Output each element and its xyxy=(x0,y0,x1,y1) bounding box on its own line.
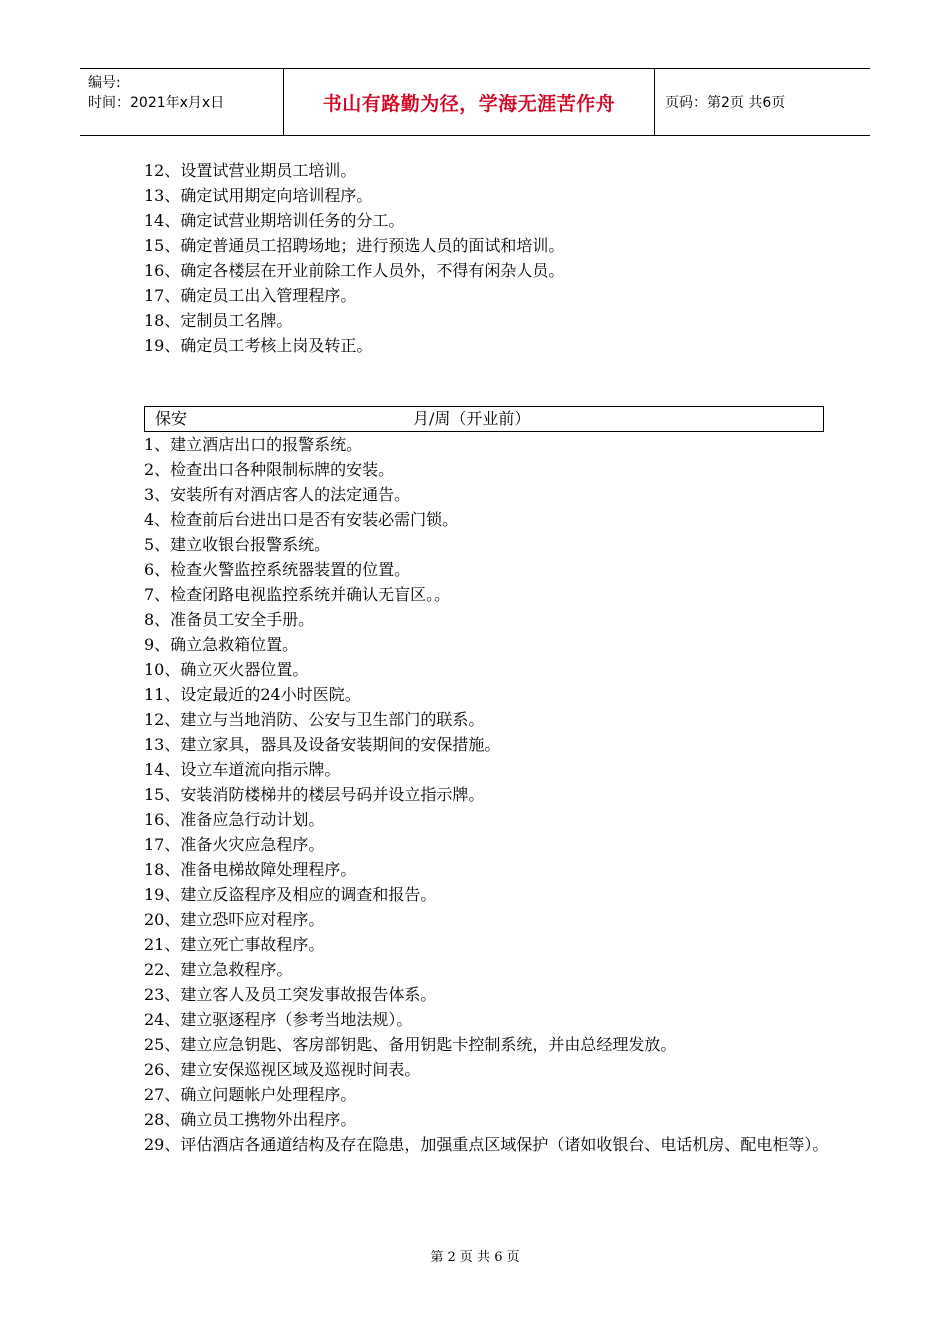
list-item: 20、建立恐吓应对程序。 xyxy=(144,910,325,929)
section-name: 保安 xyxy=(155,409,188,428)
document-time-label: 时间：2021年x月x日 xyxy=(88,95,225,111)
list-item: 13、确定试用期定向培训程序。 xyxy=(144,186,373,205)
header-left-cell xyxy=(80,69,283,135)
list-item: 28、确立员工携物外出程序。 xyxy=(144,1110,357,1129)
security-task-list xyxy=(144,432,834,1157)
list-item: 13、建立家具，器具及设备安装期间的安保措施。 xyxy=(144,735,501,754)
page-header xyxy=(80,68,870,136)
list-item: 10、确立灭火器位置。 xyxy=(144,660,309,679)
list-item: 5、建立收银台报警系统。 xyxy=(144,535,331,554)
list-item: 2、检查出口各种限制标牌的安装。 xyxy=(144,460,395,479)
list-item: 12、设置试营业期员工培训。 xyxy=(144,161,357,180)
list-item: 16、准备应急行动计划。 xyxy=(144,810,325,829)
security-section-header xyxy=(144,406,824,432)
list-item: 15、确定普通员工招聘场地；进行预选人员的面试和培训。 xyxy=(144,236,565,255)
list-item: 22、建立急救程序。 xyxy=(144,960,293,979)
list-item: 11、设定最近的24小时医院。 xyxy=(144,685,361,704)
list-item: 4、检查前后台进出口是否有安装必需门锁。 xyxy=(144,510,459,529)
list-item: 9、确立急救箱位置。 xyxy=(144,635,299,654)
list-item: 17、确定员工出入管理程序。 xyxy=(144,286,357,305)
list-item: 14、设立车道流向指示牌。 xyxy=(144,760,341,779)
list-item: 19、建立反盗程序及相应的调查和报告。 xyxy=(144,885,437,904)
section-period: 月/周（开业前） xyxy=(413,409,531,428)
header-page-info: 页码：第2页 共6页 xyxy=(665,95,786,111)
list-item: 27、确立问题帐户处理程序。 xyxy=(144,1085,357,1104)
list-item: 26、建立安保巡视区域及巡视时间表。 xyxy=(144,1060,421,1079)
header-motto: 书山有路勤为径，学海无涯苦作舟 xyxy=(322,92,616,115)
list-item: 15、安装消防楼梯井的楼层号码并设立指示牌。 xyxy=(144,785,485,804)
list-item: 19、确定员工考核上岗及转正。 xyxy=(144,336,373,355)
document-number-label: 编号: xyxy=(88,75,121,91)
list-item: 1、建立酒店出口的报警系统。 xyxy=(144,435,363,454)
list-item: 21、建立死亡事故程序。 xyxy=(144,935,325,954)
list-item: 14、确定试营业期培训任务的分工。 xyxy=(144,211,405,230)
list-item: 12、建立与当地消防、公安与卫生部门的联系。 xyxy=(144,710,485,729)
list-item: 29、评估酒店各通道结构及存在隐患，加强重点区域保护（诸如收银台、电话机房、配电柜等）。 xyxy=(144,1135,829,1154)
list-item: 7、检查闭路电视监控系统并确认无盲区。。 xyxy=(144,585,451,604)
list-item: 17、准备火灾应急程序。 xyxy=(144,835,325,854)
list-item: 16、确定各楼层在开业前除工作人员外，不得有闲杂人员。 xyxy=(144,261,565,280)
list-item: 23、建立客人及员工突发事故报告体系。 xyxy=(144,985,437,1004)
training-task-list xyxy=(144,158,834,358)
header-page-cell xyxy=(655,69,870,135)
list-item: 24、建立驱逐程序（参考当地法规）。 xyxy=(144,1010,413,1029)
list-item: 18、定制员工名牌。 xyxy=(144,311,293,330)
list-item: 3、安装所有对酒店客人的法定通告。 xyxy=(144,485,411,504)
header-motto-cell xyxy=(283,69,655,135)
list-item: 18、准备电梯故障处理程序。 xyxy=(144,860,357,879)
list-item: 8、准备员工安全手册。 xyxy=(144,610,315,629)
page-footer: 第 2 页 共 6 页 xyxy=(430,1250,520,1265)
list-item: 6、检查火警监控系统器装置的位置。 xyxy=(144,560,411,579)
list-item: 25、建立应急钥匙、客房部钥匙、备用钥匙卡控制系统，并由总经理发放。 xyxy=(144,1035,677,1054)
